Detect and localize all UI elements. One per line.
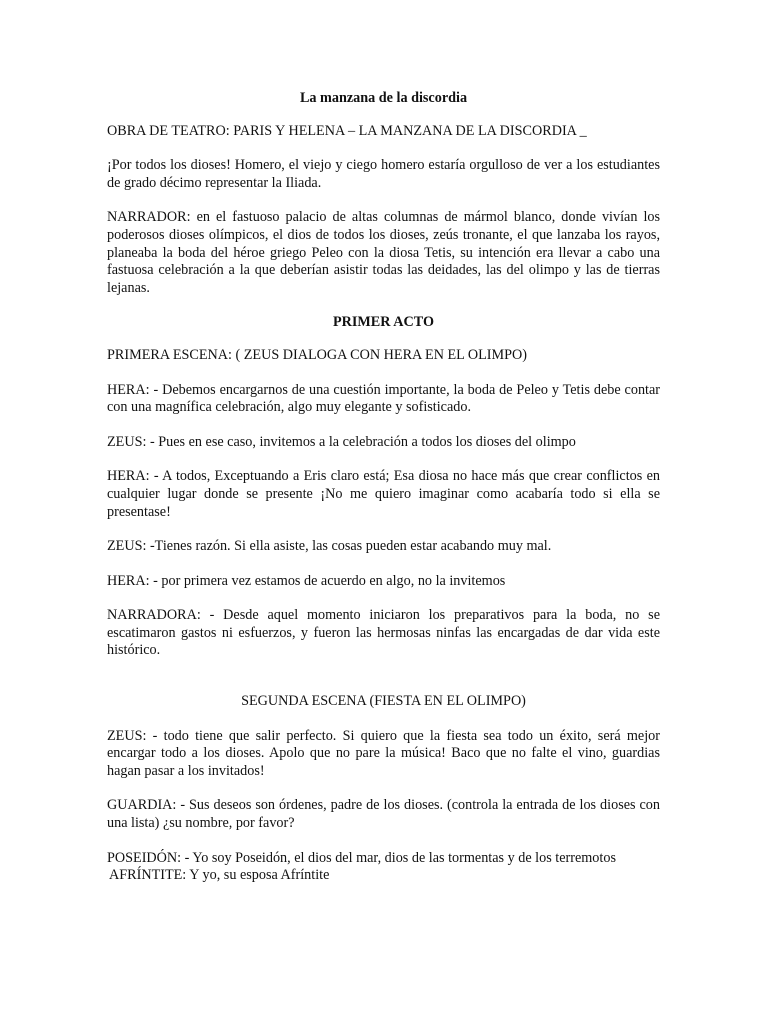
dialogue-line: ZEUS: -Tienes razón. Si ella asiste, las cosas pueden estar acabando muy mal. xyxy=(107,538,552,555)
section-spacer xyxy=(107,677,660,693)
dialogue-line: ZEUS: - todo tiene que salir perfecto. Si quiero que la fiesta sea todo un éxito, será mejor encargar todo a los dioses. Apolo que no pare la música! Baco que no falte el vino, guardias hagan pasar a los invitados! xyxy=(107,727,660,779)
intro-paragraph: ¡Por todos los dioses! Homero, el viejo y ciego homero estaría orgulloso de ver a los estudiantes de grado décimo representar la Iliada. xyxy=(107,157,660,191)
document-body xyxy=(107,90,660,885)
dialogue-line: HERA: - Debemos encargarnos de una cuestión importante, la boda de Peleo y Tetis debe contar con una magnífica celebración, algo muy elegante y sofisticado. xyxy=(107,381,660,416)
afrintite-line: AFRÍNTITE: Y yo, su esposa Afríntite xyxy=(109,867,330,884)
dialogue-line: GUARDIA: - Sus deseos son órdenes, padre de los dioses. (controla la entrada de los dioses con una lista) ¿su nombre, por favor? xyxy=(107,797,660,832)
act-heading: PRIMER ACTO xyxy=(332,314,435,331)
play-header: OBRA DE TEATRO: PARIS Y HELENA – LA MANZANA DE LA DISCORDIA _ xyxy=(107,122,587,139)
narrator-paragraph: NARRADOR: en el fastuoso palacio de altas columnas de mármol blanco, donde vivían los poderosos dioses olímpicos, el dios de todos los dioses, zeús tronante, el que lanzaba los rayos, planeaba la boda del héroe griego Peleo con la diosa Tetis, su intención era llevar a cabo una fastuosa celebración a la que deberían asistir todas las deidades, las del olimpo y las de tierras lejanas. xyxy=(107,209,660,296)
scene1-heading: PRIMERA ESCENA: ( ZEUS DIALOGA CON HERA EN EL OLIMPO) xyxy=(107,346,527,363)
document-title: La manzana de la discordia xyxy=(299,90,468,106)
dialogue-line: HERA: - por primera vez estamos de acuerdo en algo, no la invitemos xyxy=(107,572,506,589)
dialogue-line: NARRADORA: - Desde aquel momento iniciaron los preparativos para la boda, no se escatimaron gastos ni esfuerzos, y fueron las hermosas ninfas las encargadas de dar vida este histórico. xyxy=(107,607,660,659)
dialogue-line: ZEUS: - Pues en ese caso, invitemos a la celebración a todos los dioses del olimpo xyxy=(107,433,576,450)
poseidon-line: POSEIDÓN: - Yo soy Poseidón, el dios del mar, dios de las tormentas y de los terremotos xyxy=(107,849,616,866)
scene2-heading: SEGUNDA ESCENA (FIESTA EN EL OLIMPO) xyxy=(241,693,526,710)
dialogue-line: HERA: - A todos, Exceptuando a Eris claro está; Esa diosa no hace más que crear conflictos en cualquier lugar donde se presente ¡No me quiero imaginar como acabaría todo si ella se presentase! xyxy=(107,468,660,520)
